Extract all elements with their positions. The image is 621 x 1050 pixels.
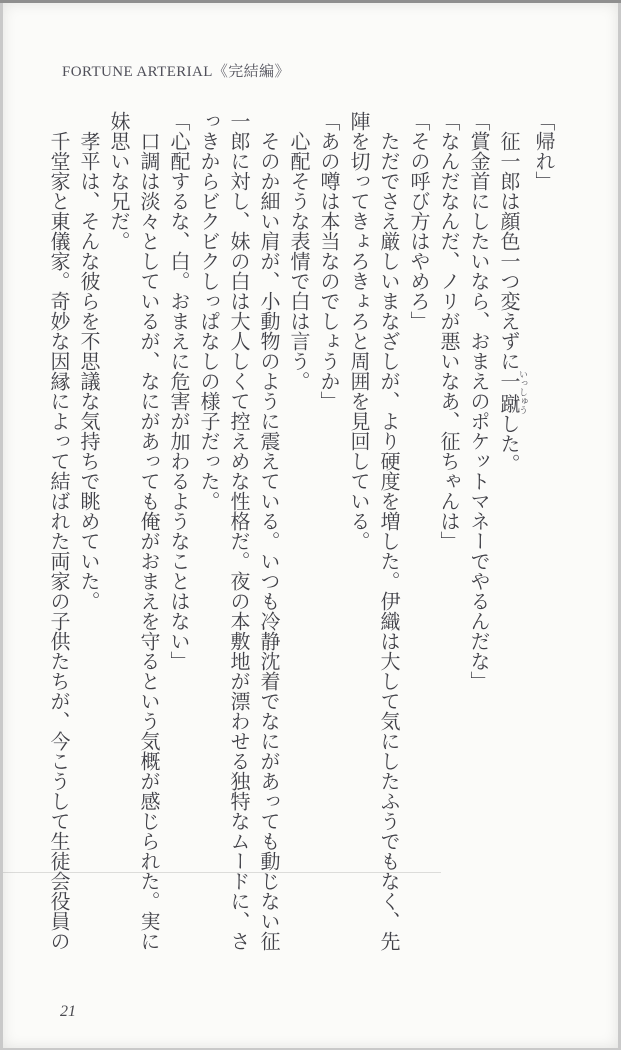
- paragraph: 「その呼び方はやめろ」: [407, 111, 429, 331]
- paragraph: 「なんだなんだ、ノリが悪いなあ、征ちゃんは」: [437, 111, 459, 551]
- book-page: [3, 3, 618, 1048]
- scan-edge: [0, 0, 621, 3]
- paragraph: 口調は淡々としているが、なにがあっても俺がおまえを守るという気概が感じられた。実に妹思いな兄だ。: [107, 111, 159, 951]
- paragraph: そのか細い肩が、小動物のように震えている。いつも冷静沈着でなにがあっても動じない征一郎に対し、妹の白は大人しくて控えめな性格だ。夜の本敷地が漂わせる独特なムードに、さっきからビクビクしっぱなしの様子だった。: [197, 111, 279, 951]
- novel-text-block: [43, 111, 558, 956]
- paragraph: 心配そうな表情で白は言う。: [287, 131, 309, 391]
- paragraph: 孝平は、そんな彼らを不思議な気持ちで眺めていた。: [77, 131, 99, 611]
- paragraph: 千堂家と東儀家。奇妙な因縁によって結ばれた両家の子供たちが、今こうして生徒会役員の: [47, 131, 69, 951]
- paragraph: 征一郎は顔色一つ変えずに一蹴 いっしゅうした。: [497, 131, 528, 474]
- ruby-base: 一蹴 いっしゅう: [497, 369, 528, 415]
- paragraph: 「帰れ」: [532, 111, 554, 191]
- furigana: いっしゅう: [518, 369, 528, 415]
- book-title: FORTUNE ARTERIAL《完結編》: [62, 64, 290, 80]
- paragraph: 「賞金首にしたいなら、おまえのポケットマネーでやるんだな」: [467, 111, 489, 691]
- paragraph: ただでさえ厳しいまなざしが、より硬度を増した。伊織は大して気にしたふうでもなく、先陣を切ってきょろきょろと周囲を見回している。: [347, 111, 399, 951]
- paragraph: 「あの噂は本当なのでしょうか」: [317, 111, 339, 411]
- scan-artifact-line: [3, 872, 441, 873]
- paragraph: 「心配するな、白。おまえに危害が加わるようなことはない」: [167, 111, 189, 671]
- page-number: 21: [60, 1003, 76, 1020]
